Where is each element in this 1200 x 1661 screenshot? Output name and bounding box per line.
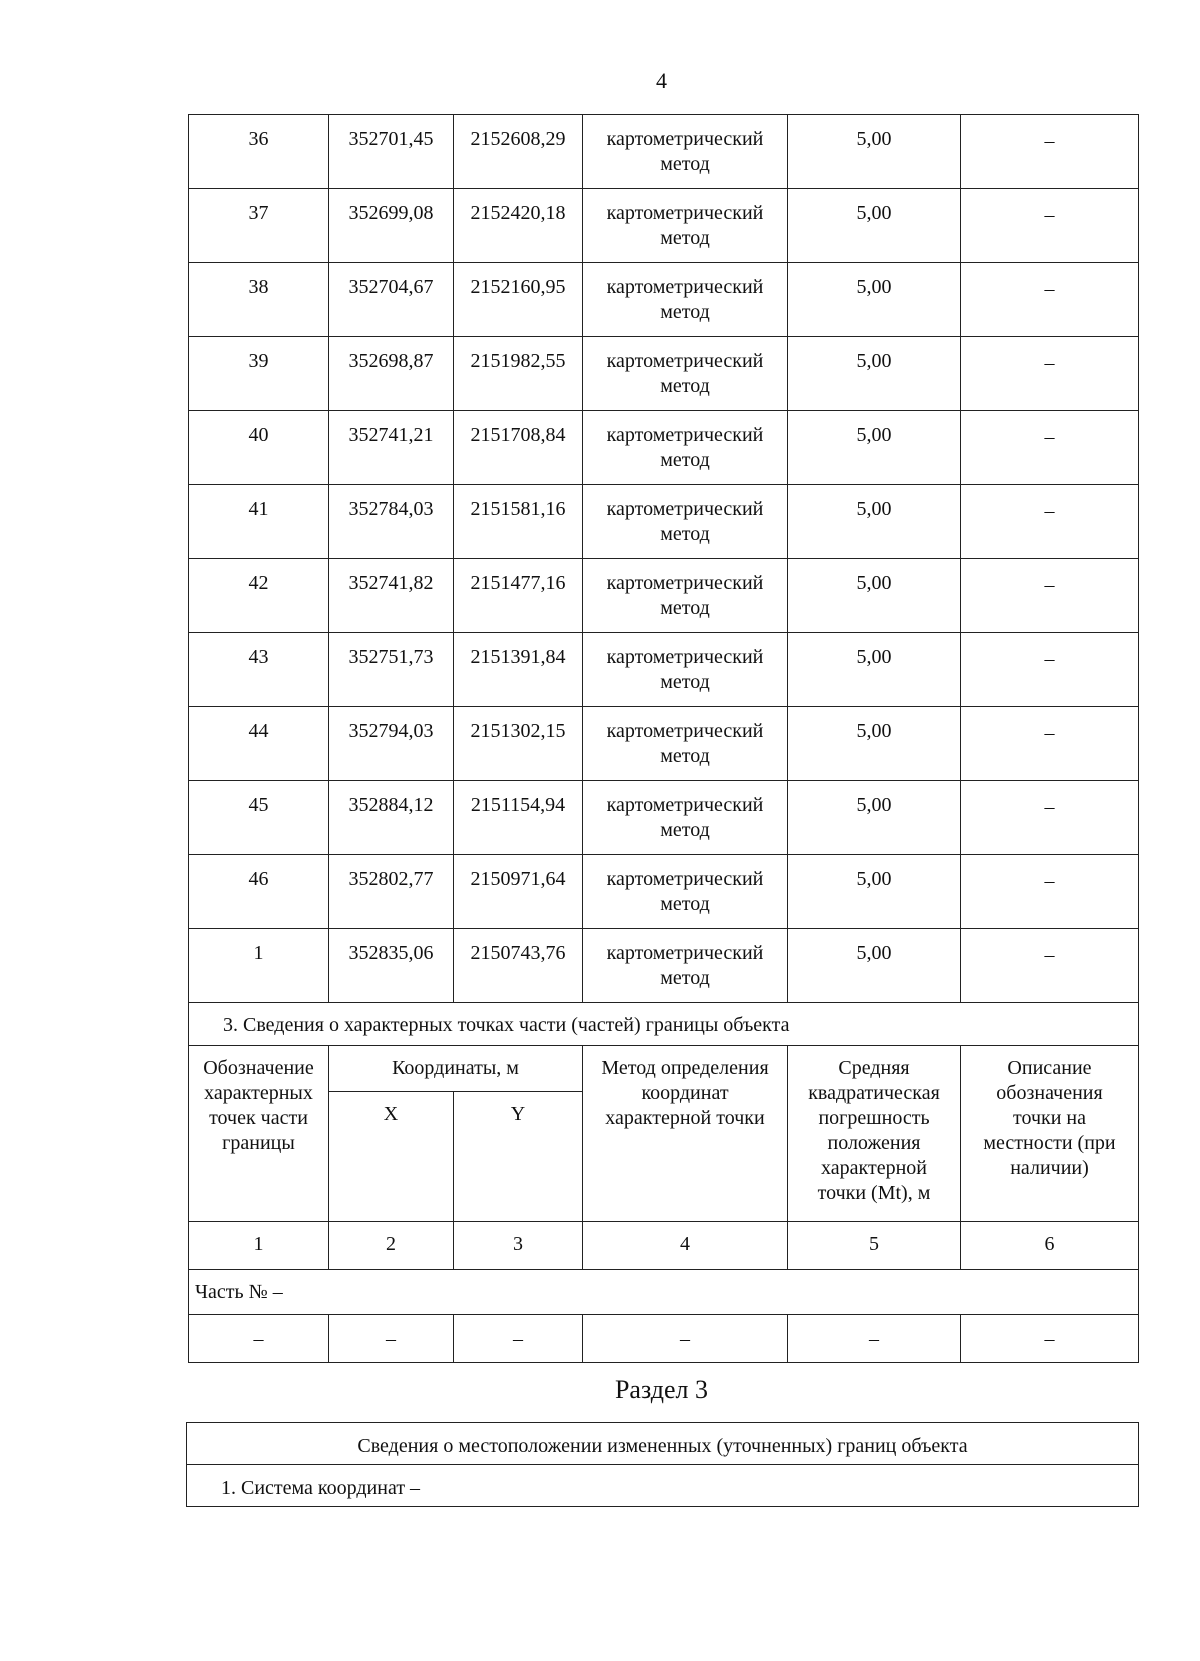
part-label: Часть № – [189, 1270, 1139, 1315]
point-id: 42 [189, 559, 329, 633]
point-accuracy: 5,00 [788, 781, 961, 855]
point-id: 45 [189, 781, 329, 855]
point-method: картометрический метод [583, 707, 788, 781]
header-x: X [329, 1092, 454, 1222]
header-designation: Обозначение характерных точек части границы [189, 1046, 329, 1222]
point-accuracy: 5,00 [788, 633, 961, 707]
point-x: 352701,45 [329, 115, 454, 189]
point-y: 2151708,84 [454, 411, 583, 485]
point-x: 352835,06 [329, 929, 454, 1003]
point-y: 2151982,55 [454, 337, 583, 411]
point-row [189, 263, 1139, 337]
point-id: 43 [189, 633, 329, 707]
point-id: 44 [189, 707, 329, 781]
point-x: 352784,03 [329, 485, 454, 559]
point-accuracy: 5,00 [788, 263, 961, 337]
point-method: картометрический метод [583, 115, 788, 189]
empty-cell: – [189, 1315, 329, 1363]
empty-cell: – [329, 1315, 454, 1363]
point-description: – [961, 411, 1139, 485]
section-3-heading: Раздел 3 [614, 1375, 709, 1404]
point-y: 2150743,76 [454, 929, 583, 1003]
point-accuracy: 5,00 [788, 559, 961, 633]
point-id: 37 [189, 189, 329, 263]
point-y: 2151477,16 [454, 559, 583, 633]
point-row [189, 781, 1139, 855]
point-x: 352741,21 [329, 411, 454, 485]
column-numbers-row [189, 1222, 1139, 1270]
coordinate-system: 1. Система координат – [187, 1465, 1139, 1507]
point-description: – [961, 337, 1139, 411]
point-row [189, 707, 1139, 781]
header-accuracy: Средняя квадратическая погрешность положения характерной точки (Mt), м [788, 1046, 961, 1222]
point-row [189, 411, 1139, 485]
point-x: 352802,77 [329, 855, 454, 929]
part-section-title: 3. Сведения о характерных точках части (частей) границы объекта [189, 1003, 1139, 1046]
point-method: картометрический метод [583, 189, 788, 263]
point-method: картометрический метод [583, 633, 788, 707]
point-x: 352699,08 [329, 189, 454, 263]
point-accuracy: 5,00 [788, 707, 961, 781]
point-description: – [961, 707, 1139, 781]
point-description: – [961, 781, 1139, 855]
point-x: 352751,73 [329, 633, 454, 707]
point-x: 352704,67 [329, 263, 454, 337]
header-y: Y [454, 1092, 583, 1222]
point-accuracy: 5,00 [788, 115, 961, 189]
point-method: картометрический метод [583, 485, 788, 559]
point-description: – [961, 855, 1139, 929]
point-id: 1 [189, 929, 329, 1003]
point-description: – [961, 559, 1139, 633]
point-row [189, 337, 1139, 411]
column-number: 6 [961, 1222, 1139, 1270]
point-accuracy: 5,00 [788, 189, 961, 263]
point-id: 39 [189, 337, 329, 411]
point-method: картометрический метод [583, 337, 788, 411]
point-id: 40 [189, 411, 329, 485]
empty-cell: – [454, 1315, 583, 1363]
point-accuracy: 5,00 [788, 855, 961, 929]
point-method: картометрический метод [583, 263, 788, 337]
point-method: картометрический метод [583, 559, 788, 633]
part-section [189, 1003, 1139, 1363]
point-method: картометрический метод [583, 781, 788, 855]
page-number: 4 [656, 68, 667, 93]
point-accuracy: 5,00 [788, 485, 961, 559]
point-y: 2151581,16 [454, 485, 583, 559]
point-row [189, 633, 1139, 707]
point-accuracy: 5,00 [788, 929, 961, 1003]
column-number: 2 [329, 1222, 454, 1270]
point-y: 2151391,84 [454, 633, 583, 707]
point-id: 36 [189, 115, 329, 189]
header-coordinates: Координаты, м [329, 1046, 583, 1092]
empty-cell: – [788, 1315, 961, 1363]
header-method: Метод определения координат характерной точки [583, 1046, 788, 1222]
point-y: 2152420,18 [454, 189, 583, 263]
point-row [189, 559, 1139, 633]
point-id: 46 [189, 855, 329, 929]
point-y: 2151302,15 [454, 707, 583, 781]
point-accuracy: 5,00 [788, 337, 961, 411]
point-x: 352794,03 [329, 707, 454, 781]
column-number: 1 [189, 1222, 329, 1270]
point-accuracy: 5,00 [788, 411, 961, 485]
section-3-table [186, 1422, 1139, 1507]
point-x: 352884,12 [329, 781, 454, 855]
section-3-caption: Сведения о местоположении измененных (уточненных) границ объекта [187, 1423, 1139, 1465]
boundary-points-table [188, 114, 1139, 1363]
empty-part-row [189, 1315, 1139, 1363]
points-body [189, 115, 1139, 1003]
point-x: 352698,87 [329, 337, 454, 411]
column-number: 5 [788, 1222, 961, 1270]
column-number: 4 [583, 1222, 788, 1270]
point-y: 2152608,29 [454, 115, 583, 189]
point-id: 38 [189, 263, 329, 337]
point-description: – [961, 485, 1139, 559]
column-number: 3 [454, 1222, 583, 1270]
point-id: 41 [189, 485, 329, 559]
point-row [189, 485, 1139, 559]
point-description: – [961, 189, 1139, 263]
point-x: 352741,82 [329, 559, 454, 633]
point-method: картометрический метод [583, 929, 788, 1003]
point-method: картометрический метод [583, 411, 788, 485]
empty-cell: – [961, 1315, 1139, 1363]
point-description: – [961, 263, 1139, 337]
point-description: – [961, 929, 1139, 1003]
point-row [189, 855, 1139, 929]
point-y: 2150971,64 [454, 855, 583, 929]
point-row [189, 115, 1139, 189]
point-row [189, 189, 1139, 263]
empty-cell: – [583, 1315, 788, 1363]
point-row [189, 929, 1139, 1003]
point-description: – [961, 633, 1139, 707]
point-method: картометрический метод [583, 855, 788, 929]
point-description: – [961, 115, 1139, 189]
point-y: 2152160,95 [454, 263, 583, 337]
header-description: Описание обозначения точки на местности (при наличии) [961, 1046, 1139, 1222]
point-y: 2151154,94 [454, 781, 583, 855]
